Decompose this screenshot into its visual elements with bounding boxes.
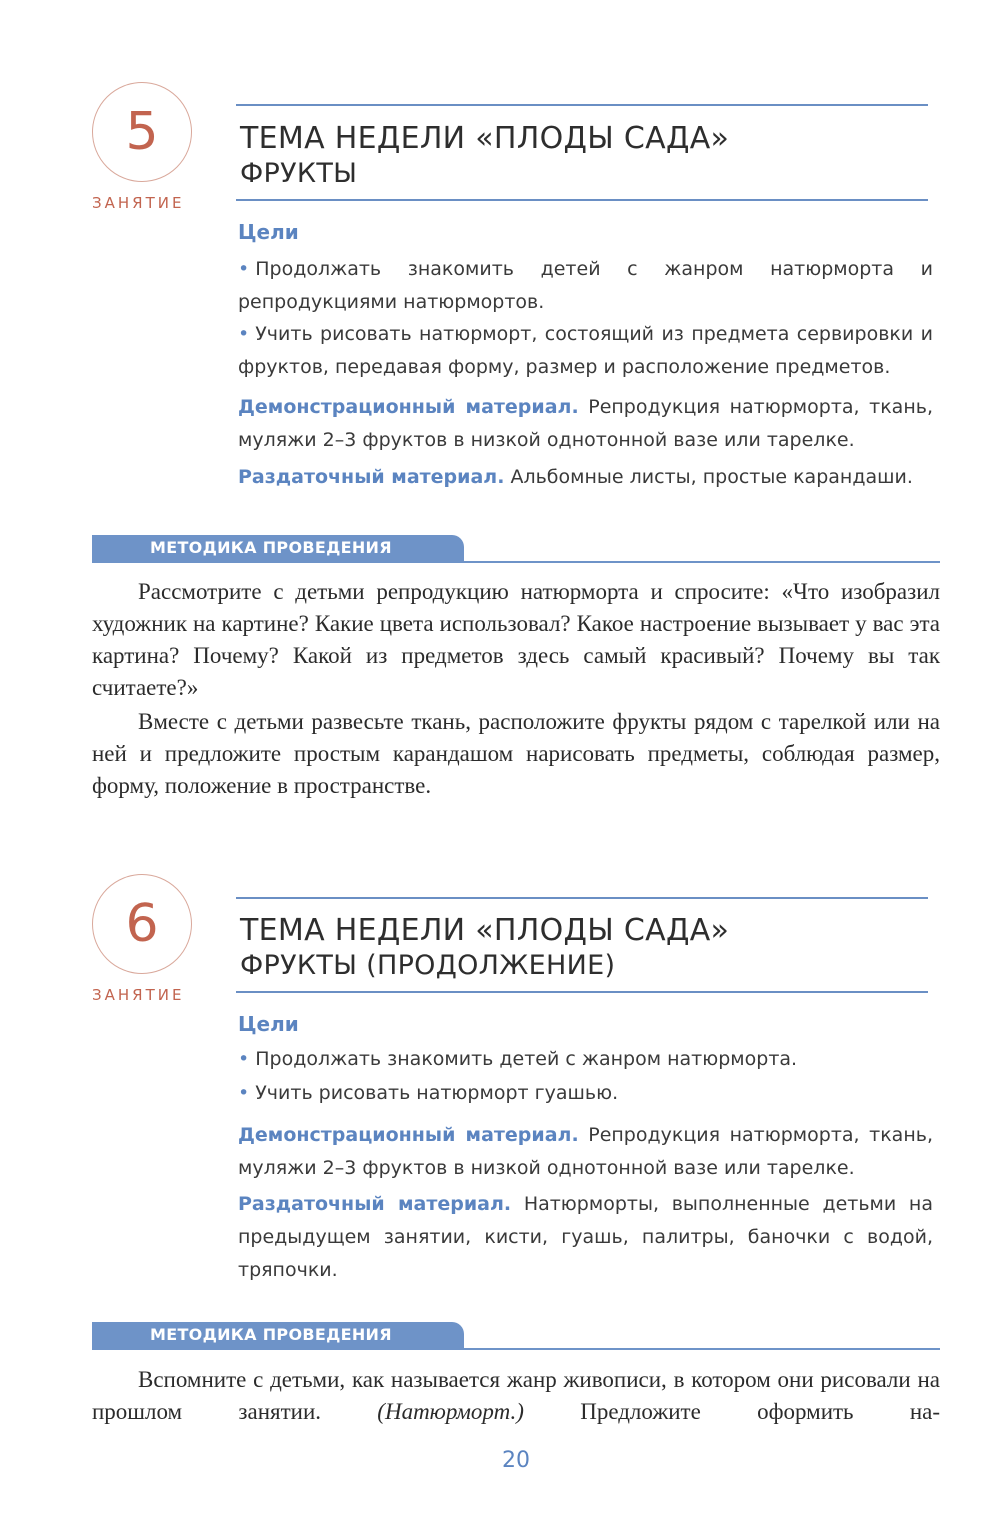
lesson-label: ЗАНЯТИЕ bbox=[92, 986, 185, 1004]
handout-label: Раздаточный материал. bbox=[238, 466, 505, 488]
goals-heading: Цели bbox=[238, 1012, 299, 1036]
title-top-rule bbox=[236, 104, 928, 106]
goal-item: • Продолжать знакомить детей с жанром натюрморта. bbox=[238, 1048, 798, 1070]
demo-material bbox=[238, 1119, 933, 1185]
lesson-title bbox=[240, 120, 930, 191]
demo-material bbox=[238, 391, 933, 457]
lesson-label: ЗАНЯТИЕ bbox=[92, 194, 185, 212]
handout-material bbox=[238, 1188, 933, 1287]
title-bottom-rule bbox=[236, 991, 928, 993]
page-number: 20 bbox=[502, 1448, 530, 1473]
title-line-1: ТЕМА НЕДЕЛИ «ПЛОДЫ САДА» bbox=[240, 913, 730, 948]
method-heading-band bbox=[92, 1322, 464, 1348]
title-bottom-rule bbox=[236, 199, 928, 201]
lesson-number: 6 bbox=[125, 894, 159, 954]
method-heading: МЕТОДИКА ПРОВЕДЕНИЯ bbox=[150, 538, 392, 557]
lesson-number-badge bbox=[92, 82, 192, 182]
bullet-icon: • bbox=[238, 323, 250, 345]
bullet-icon: • bbox=[238, 258, 250, 280]
lesson-title bbox=[240, 912, 930, 983]
method-paragraph: Вспомните с детьми, как называется жанр живописи, в котором они рисовали на прошлом занятии. (Натюрморт.) Предложите оформить на- bbox=[92, 1367, 941, 1424]
title-line-2: ФРУКТЫ (ПРОДОЛЖЕНИЕ) bbox=[240, 950, 616, 981]
handout-material bbox=[238, 461, 933, 494]
method-heading: МЕТОДИКА ПРОВЕДЕНИЯ bbox=[150, 1325, 392, 1344]
title-top-rule bbox=[236, 897, 928, 899]
bullet-icon: • bbox=[238, 1082, 250, 1104]
lesson-number: 5 bbox=[125, 102, 159, 162]
handout-text: Альбомные листы, простые карандаши. bbox=[510, 466, 913, 488]
title-line-1: ТЕМА НЕДЕЛИ «ПЛОДЫ САДА» bbox=[240, 121, 730, 156]
demo-label: Демонстрационный материал. bbox=[238, 396, 579, 418]
goals-heading: Цели bbox=[238, 220, 299, 244]
method-heading-rule bbox=[92, 1348, 940, 1350]
goal-item: • Продолжать знакомить детей с жанром натюрморта и репродукциями натюрмортов. bbox=[238, 258, 933, 313]
demo-label: Демонстрационный материал. bbox=[238, 1124, 579, 1146]
lesson-number-badge bbox=[92, 874, 192, 974]
handout-text: Натюрморты, выполненные детьми на предыдущем занятии, кисти, гуашь, палитры, баночки с водой, тряпочки. bbox=[238, 1193, 933, 1281]
demo-text: Репродукция натюрморта, ткань, муляжи 2–3 фруктов в низкой однотонной вазе или тарелке. bbox=[238, 1124, 933, 1179]
handout-label: Раздаточный материал. bbox=[238, 1193, 512, 1215]
title-line-2: ФРУКТЫ bbox=[240, 158, 358, 189]
method-paragraph: Вместе с детьми развесьте ткань, расположите фрукты рядом с тарелкой или на ней и предложите простым карандашом нарисовать предметы, соблюдая размер, форму, положение в пространстве. bbox=[92, 709, 940, 798]
goal-item: • Учить рисовать натюрморт гуашью. bbox=[238, 1082, 619, 1104]
goal-item: • Учить рисовать натюрморт, состоящий из предмета сервировки и фруктов, передавая форму, размер и расположение предметов. bbox=[238, 323, 933, 378]
demo-text: Репродукция натюрморта, ткань, муляжи 2–3 фруктов в низкой однотонной вазе или тарелке. bbox=[238, 396, 933, 451]
method-heading-band bbox=[92, 535, 464, 561]
method-heading-rule bbox=[92, 561, 940, 563]
bullet-icon: • bbox=[238, 1048, 250, 1070]
method-paragraph: Рассмотрите с детьми репродукцию натюрморта и спросите: «Что изобразил художник на картине? Какие цвета использовал? Какое настроение вызывает у вас эта картина? Почему? Какой из предметов здесь самый красивый? Почему вы так считаете?» bbox=[92, 579, 940, 700]
italic-answer: (Натюрморт.) bbox=[377, 1399, 524, 1424]
